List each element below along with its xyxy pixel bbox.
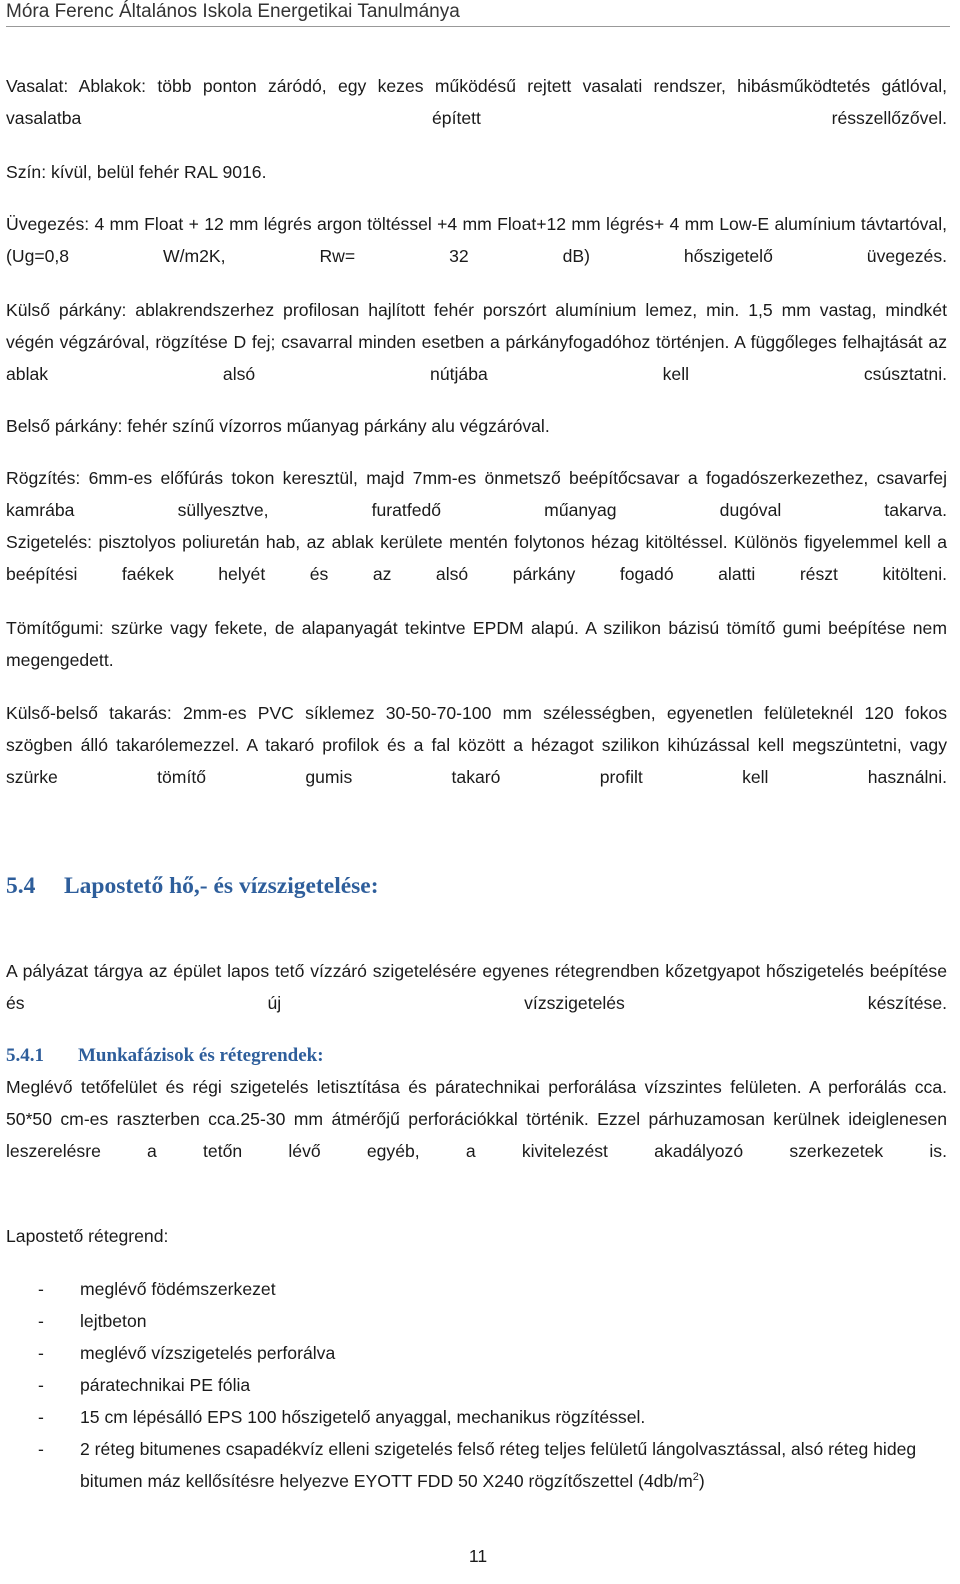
section-number: 5.4 — [6, 873, 36, 899]
list-dash: - — [38, 1279, 44, 1299]
page-number: 11 — [468, 1546, 488, 1566]
page-header: Móra Ferenc Általános Iskola Energetikai Tanulmánya — [6, 0, 950, 27]
list-item: - 2 réteg bitumenes csapadékvíz elleni szigetelés felső réteg teljes felületű lángolvasztással, alsó réteg hideg bitumen máz kellősítésre helyezve EYOTT FDD 50 X240 rögzítőszettel $(4db/m^2)$ — [6, 1433, 947, 1497]
layers-list — [6, 1273, 947, 1497]
paragraph-takaras: Külső-belső takarás: 2mm-es PVC síklemez 30-50-70-100 mm szélességben, egyenetlen felületeknél 120 fokos szögben álló takarólemezzel. A takaró profilok és a fal között a hézagot szilikon kihúzással kell megszüntetni, vagy szürke tömítő gumis takaró profilt kell használni. — [6, 703, 947, 787]
document-page — [6, 0, 950, 1584]
list-dash: - — [38, 1311, 44, 1331]
list-dash: - — [38, 1375, 44, 1395]
subsection-heading — [6, 1040, 324, 1072]
section-intro: A pályázat tárgya az épület lapos tető vízzáró szigetelésére egyenes rétegrendben kőzetgyapot hőszigetelés beépítése és új vízszigetelés készítése. — [6, 961, 947, 1013]
list-item: - meglévő födémszerkezet — [6, 1273, 947, 1305]
section-title: Lapostető hő,- és vízszigetelése: — [64, 873, 379, 899]
list-item: - páratechnikai PE fólia — [6, 1369, 947, 1401]
paragraph-kulso-parkany: Külső párkány: ablakrendszerhez profilosan hajlított fehér porszórt alumínium lemez, min. 1,5 mm vastag, mindkét végén végzáróval, rögzítése D fej; csavarral minden esetben a párkányfogadóhoz történjen. A függőleges felhajtását az ablak alsó nútjába kell csúsztatni. — [6, 300, 947, 384]
subsection-title: Munkafázisok és rétegrendek: — [78, 1045, 324, 1066]
paragraph-tomitogumi: Tömítőgumi: szürke vagy fekete, de alapanyagát tekintve EPDM alapú. A szilikon bázisú tömítő gumi beépítése nem megengedett. — [6, 618, 947, 670]
list-item: - meglévő vízszigetelés perforálva — [6, 1337, 947, 1369]
list-item: - lejtbeton — [6, 1305, 947, 1337]
subsection-text: Meglévő tetőfelület és régi szigetelés letisztítása és páratechnikai perforálása vízszintes felületen. A perforálás cca. 50*50 cm-es raszterben cca.25-30 mm átmérőjű perforációkkal történik. Ezzel párhuzamosan kerülnek ideiglenesen leszerelésre a tetőn lévő egyéb, a kivitelezést akadályozó szerkezetek is. — [6, 1077, 947, 1161]
list-dash: - — [38, 1439, 44, 1459]
paragraph-vasalat: Vasalat: Ablakok: több ponton záródó, egy kezes működésű rejtett vasalati rendszer, hibásműködtetés gátlóval, vasalatba épített résszellőzővel. — [6, 76, 947, 128]
paragraph-belso-parkany: Belső párkány: fehér színű vízorros műanyag párkány alu végzáróval. — [6, 416, 550, 436]
section-heading — [6, 866, 379, 906]
paragraph-szigeteles: Szigetelés: pisztolyos poliuretán hab, az ablak kerülete mentén folytonos hézag kitöltéssel. Különös figyelemmel kell a beépítési faékek helyét és az alsó párkány fogadó alatti részt kitölteni. — [6, 532, 947, 584]
subsection-number: 5.4.1 — [6, 1045, 44, 1066]
list-item: - 15 cm lépésálló EPS 100 hőszigetelő anyaggal, mechanikus rögzítéssel. — [6, 1401, 947, 1433]
list-dash: - — [38, 1343, 44, 1363]
list-dash: - — [38, 1407, 44, 1427]
paragraph-szin: Szín: kívül, belül fehér RAL 9016. — [6, 162, 267, 182]
paragraph-uvegezes: Üvegezés: 4 mm Float + 12 mm légrés argon töltéssel +4 mm Float+12 mm légrés+ 4 mm Low-E alumínium távtartóval, (Ug=0,8 W/m2K, Rw= 32 dB) hőszigetelő üvegezés. — [6, 214, 947, 266]
layers-heading: Lapostető rétegrend: — [6, 1226, 169, 1246]
paragraph-rogzites: Rögzítés: 6mm-es előfúrás tokon keresztül, majd 7mm-es önmetsző beépítőcsavar a fogadószerkezethez, csavarfej kamrába süllyesztve, furatfedő műanyag dugóval takarva. — [6, 468, 947, 520]
